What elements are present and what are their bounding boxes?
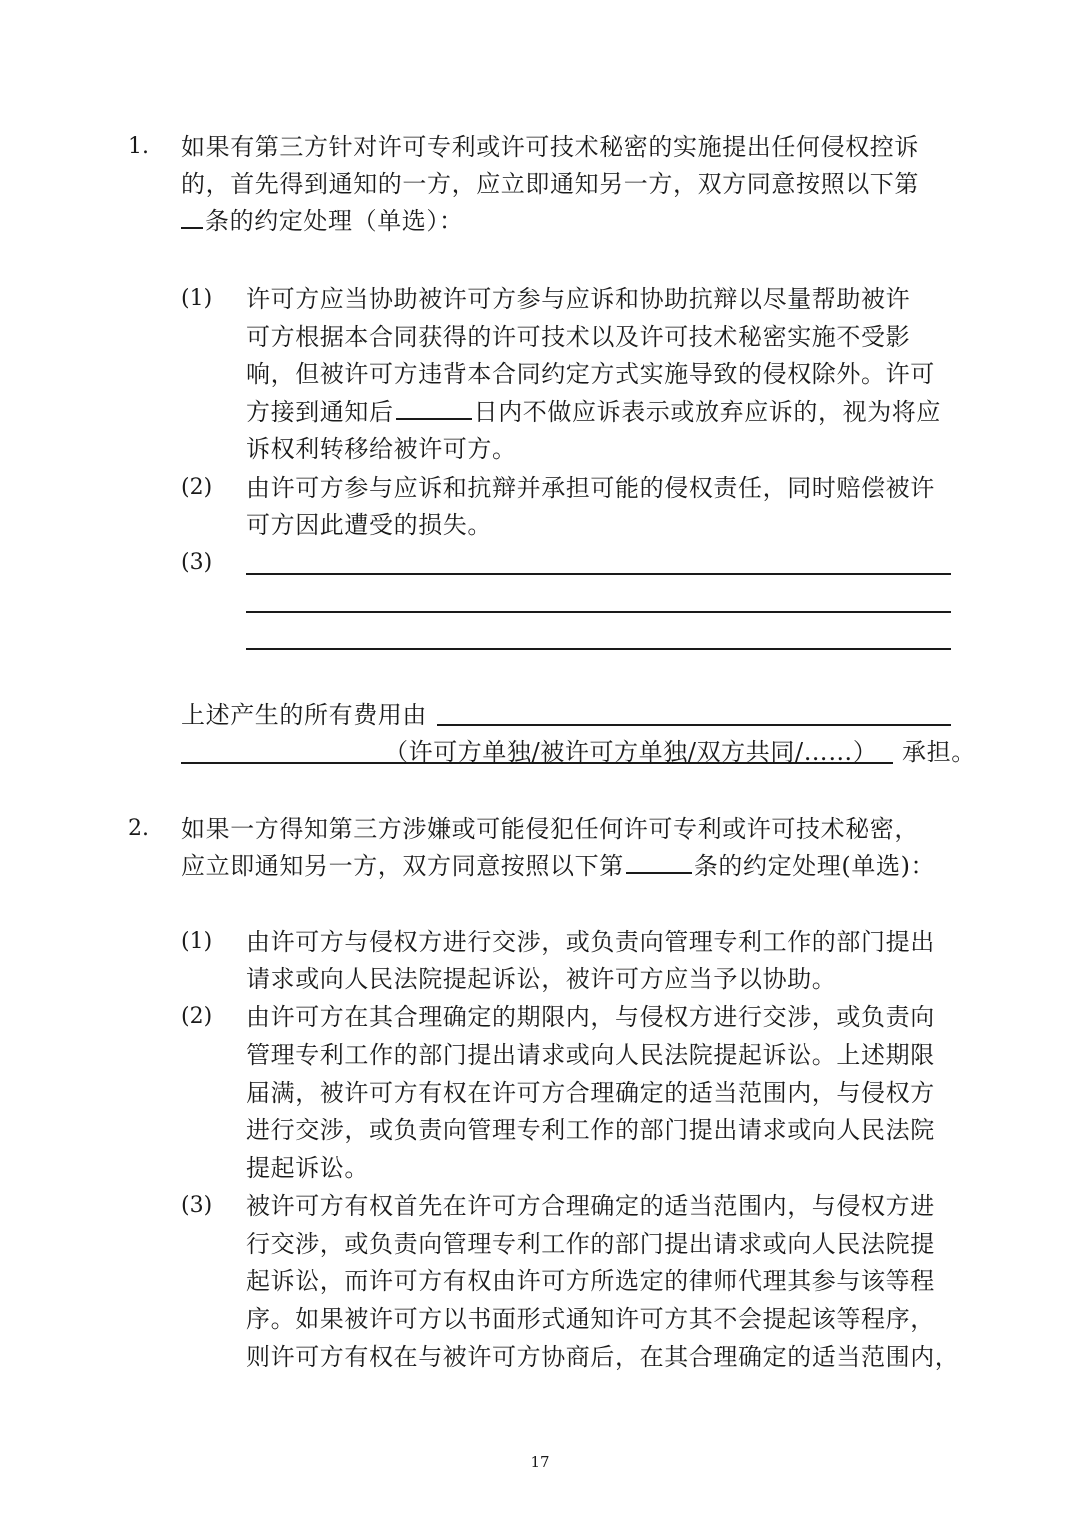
section-1-option-1-line-5: 诉权利转移给被许可方。 — [246, 435, 517, 463]
section-2-line-2-before: 应立即通知另一方，双方同意按照以下第 — [181, 852, 624, 880]
page-number: 17 — [530, 1453, 550, 1471]
section-1-option-1-line-2: 可方根据本合同获得的许可技术以及许可技术秘密实施不受影 — [246, 323, 911, 351]
section-2-option-3-line-2: 行交涉，或负责向管理专利工作的部门提出请求或向人民法院提 — [246, 1230, 935, 1258]
section-2-option-2-line-2: 管理专利工作的部门提出请求或向人民法院提起诉讼。上述期限 — [246, 1041, 935, 1069]
section-1-number: 1. — [128, 134, 149, 159]
section-2-number: 2. — [128, 816, 149, 841]
section-2-option-2-label: (2) — [181, 1004, 213, 1029]
section-1-line-2: 的，首先得到通知的一方，应立即通知另一方，双方同意按照以下第 — [181, 170, 919, 198]
option-3-blank-line-2[interactable] — [246, 611, 951, 613]
option-1-line-4-after: 日内不做应诉表示或放弃应诉的，视为将应 — [473, 398, 942, 426]
section-2-option-2-line-1: 由许可方在其合理确定的期限内，与侵权方进行交涉，或负责向 — [246, 1003, 935, 1031]
section-2-option-1-line-1: 由许可方与侵权方进行交涉，或负责向管理专利工作的部门提出 — [246, 928, 935, 956]
section-1-option-1-line-3: 响，但被许可方违背本合同约定方式实施导致的侵权除外。许可 — [246, 360, 935, 388]
clause-number-blank[interactable] — [181, 205, 203, 229]
section-2-option-1-line-2: 请求或向人民法院提起诉讼，被许可方应当予以协助。 — [246, 965, 837, 993]
section-2-option-3-line-5: 则许可方有权在与被许可方协商后，在其合理确定的适当范围内， — [246, 1343, 960, 1371]
section-2-option-2-line-5: 提起诉讼。 — [246, 1154, 369, 1182]
section-2-option-3-line-1: 被许可方有权首先在许可方合理确定的适当范围内，与侵权方进 — [246, 1192, 935, 1220]
section-2-line-1: 如果一方得知第三方涉嫌或可能侵犯任何许可专利或许可技术秘密， — [181, 815, 919, 843]
section-2-line-2-after: 条的约定处理(单选)： — [693, 852, 936, 880]
days-blank[interactable] — [396, 396, 472, 420]
section-1-option-2-label: (2) — [181, 475, 213, 500]
option-3-blank-line-1[interactable] — [246, 573, 951, 575]
section-1-line-1: 如果有第三方针对许可专利或许可技术秘密的实施提出任何侵权控诉 — [181, 133, 919, 161]
section-1-option-3-label: (3) — [181, 550, 213, 575]
section-1-option-1-line-4 — [246, 396, 941, 428]
section-1-option-2-line-1: 由许可方参与应诉和抗辩并承担可能的侵权责任，同时赔偿被许 — [246, 474, 935, 502]
section-2-option-3-line-4: 序。如果被许可方以书面形式通知许可方其不会提起该等程序， — [246, 1305, 935, 1333]
section-1-line-3 — [181, 205, 464, 237]
section-2-option-3-line-3: 起诉讼，而许可方有权由许可方所选定的律师代理其参与该等程 — [246, 1267, 935, 1295]
section-1-option-1-label: (1) — [181, 286, 213, 311]
option-3-blank-line-3[interactable] — [246, 648, 951, 650]
section-1-line-3-text: 条的约定处理（单选）： — [205, 207, 464, 235]
section-1-option-2-line-2: 可方因此遭受的损失。 — [246, 511, 492, 539]
costs-blank-line-1[interactable] — [437, 724, 951, 726]
section-2-option-3-label: (3) — [181, 1193, 213, 1218]
section-2-option-2-line-3: 届满，被许可方有权在许可方合理确定的适当范围内，与侵权方 — [246, 1079, 935, 1107]
costs-prefix: 上述产生的所有费用由 — [181, 701, 427, 729]
section-2-option-1-label: (1) — [181, 929, 213, 954]
costs-choice: （许可方单独/被许可方单独/双方共同/……） — [384, 738, 878, 766]
section-2-line-2 — [181, 850, 935, 882]
section-1-option-1-line-1: 许可方应当协助被许可方参与应诉和协助抗辩以尽量帮助被许 — [246, 285, 911, 313]
section-2-option-2-line-4: 进行交涉，或负责向管理专利工作的部门提出请求或向人民法院 — [246, 1116, 935, 1144]
section-2-clause-blank[interactable] — [626, 850, 692, 874]
costs-suffix: 承担。 — [902, 738, 976, 766]
option-1-line-4-before: 方接到通知后 — [246, 398, 394, 426]
